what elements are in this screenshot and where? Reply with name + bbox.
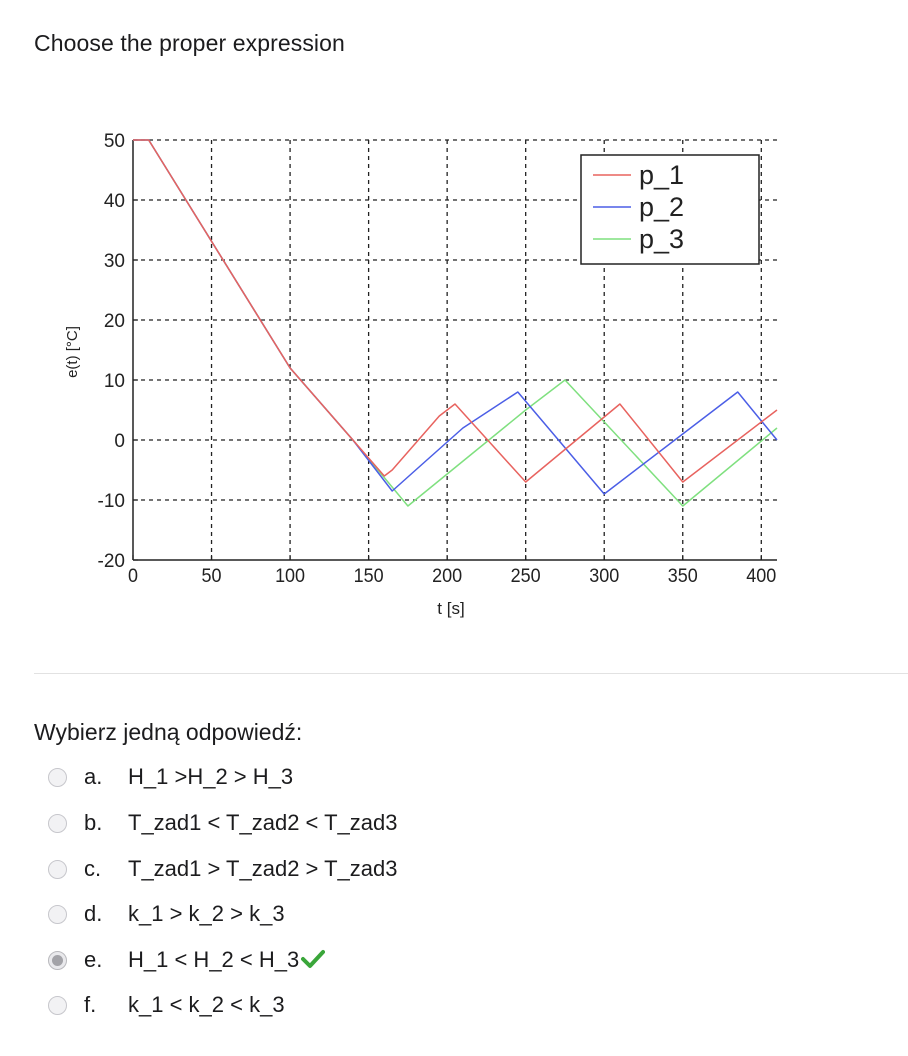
divider	[34, 673, 908, 674]
y-axis-label: e(t) [°C]	[64, 326, 81, 378]
radio-option-d[interactable]	[48, 905, 67, 924]
x-tick-label: 200	[432, 566, 463, 587]
radio-option-c[interactable]	[48, 860, 67, 879]
y-tick-label: -20	[97, 551, 125, 572]
option-text: H_1 >H_2 > H_3	[128, 764, 294, 789]
y-tick-label: 0	[114, 431, 125, 452]
option-e[interactable]	[48, 940, 648, 980]
option-text-label: H_1 < H_2 < H_3	[128, 947, 300, 972]
x-tick-label: 100	[275, 566, 306, 587]
x-tick-label: 300	[589, 566, 620, 587]
option-text: k_1 < k_2 < k_3	[128, 992, 285, 1017]
option-c[interactable]	[48, 849, 648, 889]
x-tick-label: 0	[128, 566, 138, 587]
x-axis-label: t [s]	[437, 599, 465, 618]
option-text: k_1 > k_2 > k_3	[128, 901, 285, 926]
option-letter: e.	[84, 947, 103, 972]
legend-label: p_1	[639, 160, 685, 190]
option-text: T_zad1 > T_zad2 > T_zad3	[128, 856, 398, 881]
option-f[interactable]	[48, 985, 648, 1025]
option-d[interactable]	[48, 894, 648, 934]
y-tick-label: 40	[103, 191, 125, 212]
option-letter: b.	[84, 810, 103, 835]
y-tick-label: 10	[103, 371, 125, 392]
radio-option-f[interactable]	[48, 996, 67, 1015]
y-tick-label: -10	[97, 491, 125, 512]
x-tick-label: 150	[353, 566, 384, 587]
option-letter: d.	[84, 901, 103, 926]
x-tick-label: 400	[746, 566, 777, 587]
question-title: Choose the proper expression	[34, 30, 345, 56]
legend-label: p_3	[639, 224, 685, 254]
option-text: T_zad1 < T_zad2 < T_zad3	[128, 810, 398, 835]
legend-label: p_2	[639, 192, 685, 222]
y-tick-label: 20	[103, 311, 125, 332]
option-a[interactable]	[48, 757, 648, 797]
option-letter: c.	[84, 856, 102, 881]
x-tick-label: 350	[667, 566, 698, 587]
y-tick-label: 50	[103, 131, 125, 152]
option-letter: f.	[84, 992, 97, 1017]
radio-option-b[interactable]	[48, 814, 67, 833]
option-b[interactable]	[48, 803, 648, 843]
checkmark-icon	[301, 949, 325, 969]
radio-option-e[interactable]	[48, 951, 67, 970]
option-text	[128, 947, 325, 973]
answer-prompt: Wybierz jedną odpowiedź:	[34, 719, 303, 745]
radio-option-a[interactable]	[48, 768, 67, 787]
x-tick-label: 50	[201, 566, 222, 587]
y-tick-label: 30	[103, 251, 125, 272]
x-tick-label: 250	[510, 566, 541, 587]
option-letter: a.	[84, 764, 103, 789]
